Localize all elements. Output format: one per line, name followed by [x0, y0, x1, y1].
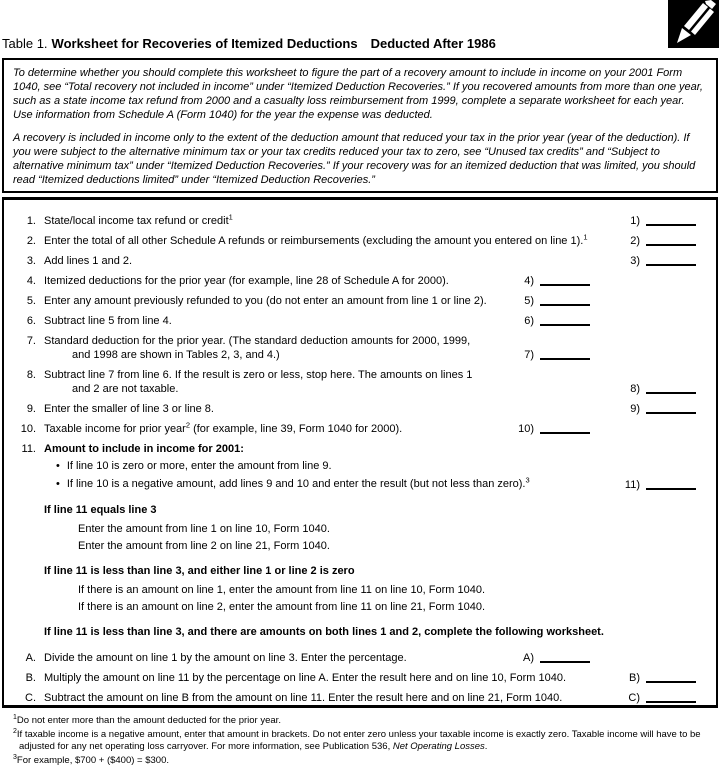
line-text: Subtract the amount on line B from the amount on line 11. Enter the result here and on line 21, Form 1040. — [44, 692, 563, 704]
line-11-heading: Amount to include in income for 2001: — [44, 443, 244, 455]
condition-heading-3: If line 11 is less than line 3, and there are amounts on both lines 1 and 2, complete the following worksheet. — [44, 626, 604, 638]
line-number: 10. — [20, 423, 36, 435]
line-number: 4. — [26, 275, 36, 287]
worksheet-line-5 — [12, 294, 696, 308]
footnote-3: $^3$For example, $700 + ($400) = $300. — [13, 753, 170, 766]
footnotes — [13, 715, 719, 768]
worksheet-line-6 — [12, 314, 696, 328]
condition-heading-2: If line 11 is less than line 3, and either line 1 or line 2 is zero — [44, 565, 355, 577]
answer-label: 2) — [630, 235, 640, 247]
answer-slot — [506, 423, 590, 436]
line-number: 11. — [21, 443, 36, 455]
intro-paragraph-1: To determine whether you should complete this worksheet to figure the part of a recovery amount to include in income on your 2001 Form 1040, see “Total recovery not included in income” under “Itemized Deduction Recoveries.” If you recovered amounts from more than one year, such as a state income tax refund from 2000 and a casualty loss reimbursement from 1999, complete a separate worksheet for each year. Use information from Schedule A (Form 1040) for the year the expense was deducted. — [13, 67, 703, 121]
line-number: 2. — [26, 235, 36, 247]
title-suffix: Deducted After 1986 — [370, 36, 496, 51]
bullet-icon: • — [56, 478, 60, 490]
footnote-ref: 1 — [228, 212, 233, 222]
line-text: Multiply the amount on line 11 by the percentage on line A. Enter the result here and on line 10, Form 1040. — [44, 672, 567, 684]
answer-label: A) — [523, 652, 534, 664]
answer-blank — [646, 263, 696, 266]
line-text: Standard deduction for the prior year. (The standard deduction amounts for 2000, 1999, and 1998 are shown in Tables 2, 3, and 4.) — [44, 335, 471, 361]
line-number: 5. — [26, 295, 36, 307]
answer-slot — [612, 692, 696, 705]
worksheet-line-A — [12, 651, 696, 665]
worksheet-box — [2, 197, 718, 708]
intro-box — [2, 58, 718, 193]
publication-title: Net Operating Losses — [392, 741, 485, 752]
worksheet-line-4 — [12, 274, 696, 288]
worksheet-line-10 — [12, 422, 696, 436]
worksheet-line-11 — [12, 442, 696, 492]
footnote-ref: 1 — [583, 232, 588, 242]
footnote-ref: 2 — [185, 420, 191, 430]
line-text — [44, 442, 612, 492]
title-main: Worksheet for Recoveries of Itemized Deductions — [51, 36, 358, 51]
answer-label: 5) — [524, 295, 534, 307]
footnote-marker: 1 — [13, 713, 17, 721]
line-text: Add lines 1 and 2. — [44, 255, 133, 267]
answer-slot — [506, 315, 590, 328]
condition-item: Enter the amount from line 2 on line 21, Form 1040. — [78, 540, 330, 552]
line-text: Taxable income for prior year$^2$ (for example, line 39, Form 1040 for 2000). — [44, 420, 403, 435]
footnote-ref: 3 — [525, 475, 530, 485]
line-text: Divide the amount on line 1 by the amount on line 3. Enter the percentage. — [44, 652, 407, 664]
answer-slot — [506, 652, 590, 665]
answer-blank — [540, 323, 590, 326]
answer-slot — [612, 215, 696, 228]
answer-label: C) — [628, 692, 640, 704]
answer-blank — [646, 243, 696, 246]
answer-slot — [506, 295, 590, 308]
line-number: C. — [25, 692, 36, 704]
answer-blank — [540, 283, 590, 286]
answer-slot — [612, 672, 696, 685]
answer-slot — [612, 403, 696, 416]
answer-label: 9) — [630, 403, 640, 415]
answer-blank — [540, 303, 590, 306]
answer-blank — [646, 391, 696, 394]
line-text: Enter the total of all other Schedule A refunds or reimbursements (excluding the amount you entered on line 1).$^1$ — [44, 232, 588, 247]
line-11-bullet-1: • If line 10 is zero or more, enter the amount from line 9. — [56, 460, 332, 472]
answer-label: 11) — [624, 479, 640, 491]
line-number: 6. — [26, 315, 36, 327]
line-number: 3. — [26, 255, 36, 267]
answer-slot — [612, 383, 696, 396]
worksheet-line-8 — [12, 368, 696, 396]
answer-blank — [646, 487, 696, 490]
line-number: 9. — [26, 403, 36, 415]
line-text: Itemized deductions for the prior year (for example, line 28 of Schedule A for 2000). — [44, 275, 449, 287]
answer-blank — [540, 431, 590, 434]
condition-item: If there is an amount on line 1, enter the amount from line 11 on line 10, Form 1040. — [78, 584, 486, 596]
condition-item: If there is an amount on line 2, enter the amount from line 11 on line 21, Form 1040. — [78, 601, 486, 613]
answer-slot — [506, 275, 590, 288]
condition-item: Enter the amount from line 1 on line 10, Form 1040. — [78, 523, 330, 535]
line-text: Subtract line 7 from line 6. If the result is zero or less, stop here. The amounts on lines 1 and 2 are not taxable. — [44, 369, 473, 395]
line-text: Subtract line 5 from line 4. — [44, 315, 172, 327]
answer-label: 7) — [524, 349, 534, 361]
line-text: Enter any amount previously refunded to you (do not enter an amount from line 1 or line 2). — [44, 295, 487, 307]
worksheet-line-1 — [12, 214, 696, 228]
footnote-marker: 3 — [13, 753, 17, 761]
worksheet-line-9 — [12, 402, 696, 416]
worksheet-line-2 — [12, 234, 696, 248]
answer-slot — [506, 349, 590, 362]
line-number: 1. — [26, 215, 36, 227]
footnote-marker: 2 — [13, 727, 17, 735]
page-title — [2, 36, 496, 51]
pencil-icon — [668, 0, 719, 48]
line-number: 7. — [26, 335, 36, 347]
condition-heading-1: If line 11 equals line 3 — [44, 504, 157, 516]
answer-slot — [612, 479, 696, 492]
worksheet-line-7 — [12, 334, 696, 362]
answer-blank — [540, 357, 590, 360]
line-text: Enter the smaller of line 3 or line 8. — [44, 403, 214, 415]
line-text: State/local income tax refund or credit$^1$ — [44, 212, 233, 227]
worksheet-line-C — [12, 691, 696, 705]
answer-blank — [646, 700, 696, 703]
footnote-1: $^1$Do not enter more than the amount deducted for the prior year. — [13, 713, 281, 726]
line-number: A. — [25, 652, 36, 664]
answer-slot — [612, 235, 696, 248]
line-11-bullet-2: • If line 10 is a negative amount, add lines 9 and 10 and enter the result (but not less than zero).$^3$ — [56, 475, 530, 490]
answer-blank — [646, 411, 696, 414]
line-number: 8. — [26, 369, 36, 381]
intro-paragraph-2: A recovery is included in income only to the extent of the deduction amount that reduced your tax in the prior year (year of the deduction). If you were subject to the alternative minimum tax or your tax credits reduced your tax to zero, see “Unused tax credits” and “Subject to alternative minimum tax” under “Itemized Deduction Recoveries.” If your recovery was for an itemized deduction that was limited, you should read “Itemized deductions limited” under “Itemized Deduction Recoveries.” — [13, 132, 696, 186]
answer-label: 8) — [630, 383, 640, 395]
table-number: Table 1. — [2, 36, 48, 51]
worksheet-line-3 — [12, 254, 696, 268]
answer-label: 10) — [518, 423, 534, 435]
footnote-2: $^2$If taxable income is a negative amount, enter that amount in brackets. Do not enter zero unless your taxable income is exactly zero. Taxable income will have to be adjusted for any net operating loss carryover. For more information, see Publication 536, Net Operating Losses. — [13, 727, 701, 752]
answer-blank — [646, 223, 696, 226]
answer-slot — [612, 255, 696, 268]
worksheet-line-B — [12, 671, 696, 685]
answer-blank — [646, 680, 696, 683]
bullet-icon: • — [56, 460, 60, 472]
answer-label: 1) — [630, 215, 640, 227]
answer-blank — [540, 660, 590, 663]
answer-label: 3) — [630, 255, 640, 267]
line-number: B. — [25, 672, 36, 684]
answer-label: 4) — [524, 275, 534, 287]
answer-label: 6) — [524, 315, 534, 327]
answer-label: B) — [629, 672, 640, 684]
